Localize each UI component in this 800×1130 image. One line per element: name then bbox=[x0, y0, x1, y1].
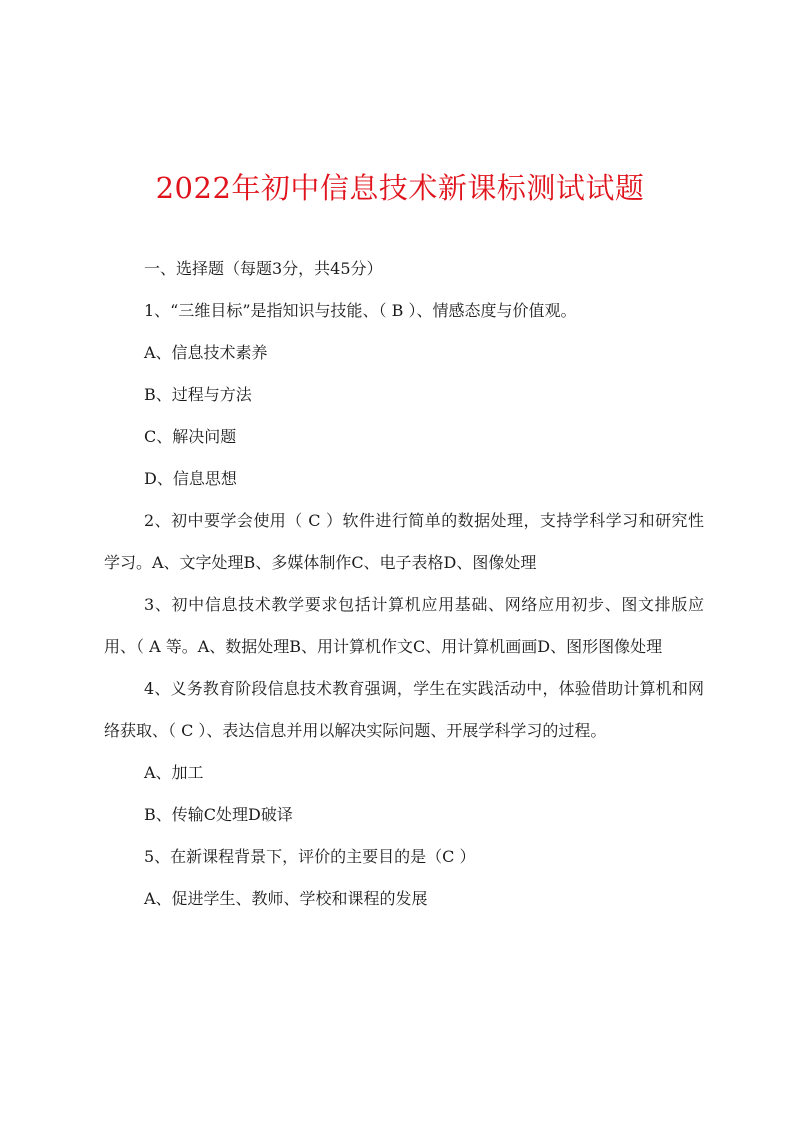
document-body bbox=[104, 248, 704, 920]
question-5: 5、在新课程背景下，评价的主要目的是（C ） bbox=[144, 847, 476, 866]
question-5-option-a: A、促进学生、教师、学校和课程的发展 bbox=[144, 889, 428, 908]
question-3: 3、初中信息技术教学要求包括计算机应用基础、网络应用初步、图文排版应用、（ A 等。A、数据处理B、用计算机作文C、用计算机画画D、图形图像处理 bbox=[104, 595, 704, 656]
question-2: 2、初中要学会使用（ C ）软件进行简单的数据处理，支持学科学习和研究性学习。A、文字处理B、多媒体制作C、电子表格D、图像处理 bbox=[104, 511, 704, 572]
question-1: 1、“三维目标”是指知识与技能、（ B ）、情感态度与价值观。 bbox=[144, 301, 577, 320]
question-1-option-b: B、过程与方法 bbox=[144, 385, 252, 404]
section-heading: 一、选择题（每题3分，共45分） bbox=[144, 259, 383, 278]
question-4: 4、义务教育阶段信息技术教育强调，学生在实践活动中，体验借助计算机和网络获取、（ C ）、表达信息并用以解决实际问题、开展学科学习的过程。 bbox=[104, 679, 704, 740]
question-1-option-d: D、信息思想 bbox=[144, 469, 237, 488]
document-title: 2022年初中信息技术新课标测试试题 bbox=[155, 171, 645, 205]
question-1-option-a: A、信息技术素养 bbox=[144, 343, 268, 362]
question-4-option-b: B、传输C处理D破译 bbox=[144, 805, 293, 824]
question-4-option-a: A、加工 bbox=[144, 763, 204, 782]
question-1-option-c: C、解决问题 bbox=[144, 427, 237, 446]
